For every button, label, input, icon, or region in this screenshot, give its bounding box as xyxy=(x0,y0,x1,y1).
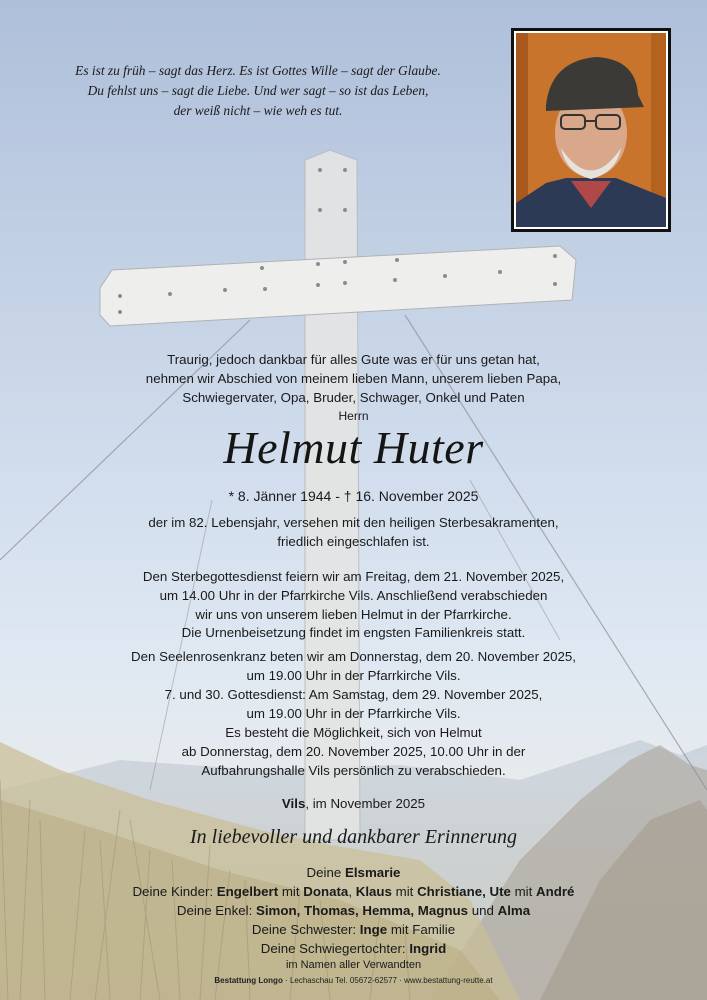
mourner-name: Donata xyxy=(303,884,349,899)
mourner-name: Inge xyxy=(359,922,388,937)
mourner-label: Deine Schwiegertochter: xyxy=(260,941,410,956)
opening-quote xyxy=(30,61,486,121)
portrait-image xyxy=(516,33,666,227)
mourner-name: Elsmarie xyxy=(344,865,401,880)
intro-text xyxy=(0,350,707,426)
funeral-home-details: · Lechaschau Tel. 05672-62577 · www.bestattung-reutte.at xyxy=(282,976,493,985)
mourner-name: Ingrid xyxy=(409,941,447,956)
place-date-text: , im November 2025 xyxy=(305,796,426,811)
mourner-name: Klaus xyxy=(355,884,392,899)
funeral-line: um 14.00 Uhr in der Pfarrkirche Vils. Anschließend verabschieden xyxy=(159,588,548,603)
mourner-label: Deine Schwester: xyxy=(251,922,360,937)
mourner-daughter-in-law xyxy=(0,939,707,958)
portrait-photo xyxy=(511,28,671,232)
funeral-home-name: Bestattung Longo xyxy=(214,976,283,985)
rosary-text xyxy=(0,647,707,685)
mourner-all-relatives: im Namen aller Verwandten xyxy=(285,959,422,971)
funeral-home-footer xyxy=(0,976,707,985)
mourner-name: Engelbert xyxy=(216,884,279,899)
viewing-line: ab Donnerstag, dem 20. November 2025, 10.00 Uhr in der xyxy=(181,744,526,759)
quote-line: Es ist zu früh – sagt das Herz. Es ist Gottes Wille – sagt der Glaube. xyxy=(75,63,441,78)
mourner-name: Christiane, Ute xyxy=(417,884,511,899)
mourner-wife xyxy=(0,863,707,882)
memory-line: In liebevoller und dankbarer Erinnerung xyxy=(190,826,517,848)
life-dates: * 8. Jänner 1944 - † 16. November 2025 xyxy=(228,488,479,504)
intro-line: Herrn xyxy=(338,409,369,423)
mass-text xyxy=(0,685,707,723)
mourner-name: André xyxy=(536,884,575,899)
rosary-line: Den Seelenrosenkranz beten wir am Donnerstag, dem 20. November 2025, xyxy=(131,649,576,664)
mass-line: 7. und 30. Gottesdienst: Am Samstag, dem 29. November 2025, xyxy=(164,687,543,702)
mourner-label: Deine Enkel: xyxy=(176,903,256,918)
mourner-connector: und xyxy=(468,903,498,918)
intro-line: nehmen wir Abschied von meinem lieben Mann, unserem lieben Papa, xyxy=(145,371,562,386)
deceased-name: Helmut Huter xyxy=(223,422,484,473)
passing-line: der im 82. Lebensjahr, versehen mit den heiligen Sterbesakramenten, xyxy=(148,515,559,530)
passing-text xyxy=(0,513,707,551)
place-date xyxy=(0,794,707,813)
mourner-connector: mit xyxy=(278,884,304,899)
viewing-text xyxy=(0,723,707,780)
mourners-list xyxy=(0,863,707,973)
mourner-name: Simon, Thomas, Hemma, Magnus xyxy=(255,903,469,918)
rosary-line: um 19.00 Uhr in der Pfarrkirche Vils. xyxy=(246,668,461,683)
funeral-text xyxy=(0,567,707,624)
intro-line: Schwiegervater, Opa, Bruder, Schwager, Onkel und Paten xyxy=(182,390,525,405)
place-name: Vils xyxy=(281,796,306,811)
mourner-connector: mit xyxy=(391,884,418,899)
viewing-line: Aufbahrungshalle Vils persönlich zu verabschieden. xyxy=(201,763,506,778)
mourner-grandchildren xyxy=(0,901,707,920)
mourner-children: Deine Kinder: Engelbert mit Donata, Klaus mit Christiane, Ute mit André xyxy=(132,884,575,899)
mourner-connector: mit xyxy=(510,884,537,899)
quote-line: der weiß nicht – wie weh es tut. xyxy=(173,103,343,118)
urn-burial-text: Die Urnenbeisetzung findet im engsten Familienkreis statt. xyxy=(181,625,526,640)
mourner-connector: mit Familie xyxy=(387,922,456,937)
mourner-sister xyxy=(0,920,707,939)
funeral-line: wir uns von unserem lieben Helmut in der Pfarrkirche. xyxy=(195,607,512,622)
funeral-line: Den Sterbegottesdienst feiern wir am Freitag, dem 21. November 2025, xyxy=(142,569,565,584)
viewing-line: Es besteht die Möglichkeit, sich von Helmut xyxy=(225,725,482,740)
intro-line: Traurig, jedoch dankbar für alles Gute was er für uns getan hat, xyxy=(167,352,540,367)
mourner-label: Deine Kinder: xyxy=(132,884,217,899)
quote-line: Du fehlst uns – sagt die Liebe. Und wer sagt – so ist das Leben, xyxy=(87,83,429,98)
mass-line: um 19.00 Uhr in der Pfarrkirche Vils. xyxy=(246,706,461,721)
mourner-label: Deine xyxy=(306,865,345,880)
passing-line: friedlich eingeschlafen ist. xyxy=(277,534,430,549)
mourner-name: Alma xyxy=(497,903,531,918)
